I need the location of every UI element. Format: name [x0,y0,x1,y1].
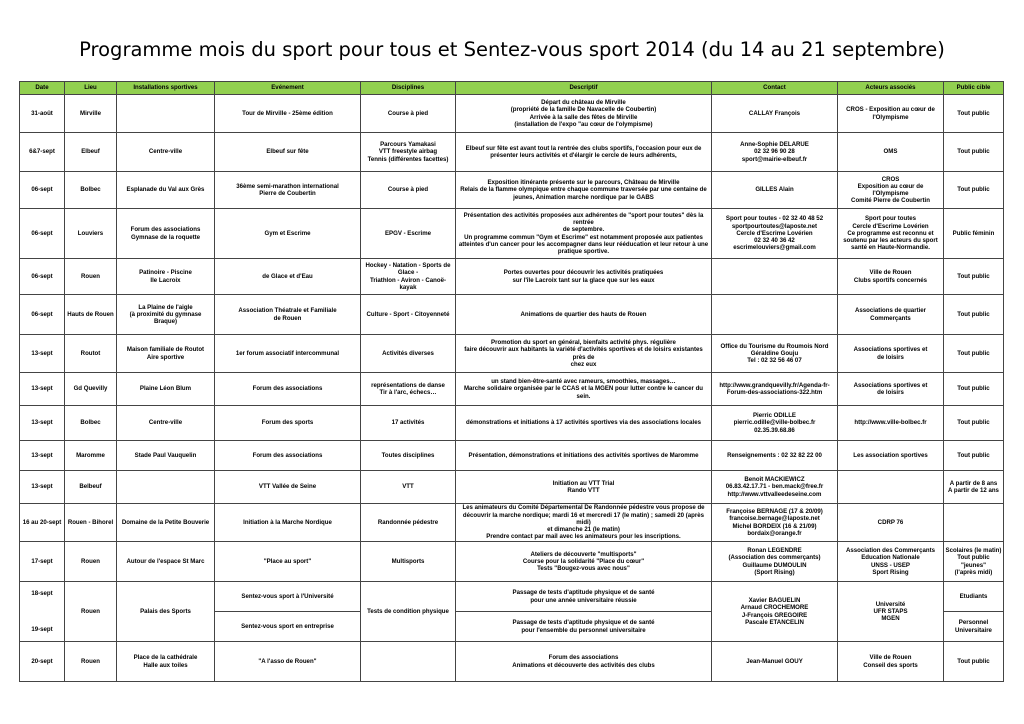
cell-lieu: Rouen - Bihorel [65,504,117,542]
cell-install: Plaine Léon Blum [117,373,215,406]
cell-date: 6&7-sept [20,133,65,172]
cell-contact: CALLAY François [712,95,838,133]
cell-event: Initiation à la Marche Nordique [215,504,361,542]
cell-disc: Randonnée pédestre [361,504,456,542]
cell-public: Tout public [944,335,1004,373]
cell-install: Esplanade du Val aux Grès [117,172,215,209]
cell-contact: GILLES Alain [712,172,838,209]
cell-date: 06-sept [20,172,65,209]
cell-disc: Toutes disciplines [361,441,456,471]
cell-disc: Parcours Yamakasi VTT freestyle airbag Tennis (différentes facettes) [361,133,456,172]
table-row [20,504,1004,542]
cell-date: 06-sept [20,295,65,335]
cell-contact: Renseignements : 02 32 82 22 00 [712,441,838,471]
cell-disc: Hockey - Natation - Sports de Glace - Triathlon - Aviron - Canoë-kayak [361,259,456,295]
cell-event: 36ème semi-marathon international Pierre de Coubertin [215,172,361,209]
cell-public: Tout public [944,406,1004,441]
cell-date: 13-sept [20,335,65,373]
cell-public-b: Personnel Universitaire [944,612,1004,642]
cell-date: 13-sept [20,406,65,441]
cell-contact: Anne-Sophie DELARUE 02 32 96 90 28 sport@mairie-elbeuf.fr [712,133,838,172]
header-disciplines: Disciplines [361,82,456,95]
cell-disc: Culture - Sport - Citoyenneté [361,295,456,335]
cell-disc: Activités diverses [361,335,456,373]
cell-acteurs [838,471,944,504]
table-row [20,95,1004,133]
table-row [20,582,1004,612]
cell-disc: Course à pied [361,95,456,133]
cell-desc: Départ du château de Mirville (propriété de la famille De Navacelle de Coubertin) Arrivée à la salle des fêtes de Mirville (installation de l'expo "au cœur de l'olympisme) [456,95,712,133]
cell-desc: Portes ouvertes pour découvrir les activités pratiquées sur l'île Lacroix tant sur la glace que sur les eaux [456,259,712,295]
cell-desc: Promotion du sport en général, bienfaits activité phys. régulière faire découvrir aux habitants la variété d'activités sportives et de loisirs existantes près de chez eux [456,335,712,373]
cell-acteurs: Associations sportives et de loisirs [838,335,944,373]
cell-install: Autour de l'espace St Marc [117,542,215,582]
cell-lieu: Maromme [65,441,117,471]
cell-install: Palais des Sports [117,582,215,642]
cell-lieu: Gd Quevilly [65,373,117,406]
cell-disc: VTT [361,471,456,504]
cell-acteurs: Ville de Rouen Clubs sportifs concernés [838,259,944,295]
cell-public: Tout public [944,259,1004,295]
cell-event: VTT Vallée de Seine [215,471,361,504]
cell-desc: un stand bien-être-santé avec rameurs, smoothies, massages… Marche solidaire organisée par le CCAS et la MGEN pour lutter contre le cancer du sein. [456,373,712,406]
cell-event-a: Sentez-vous sport à l'Université [215,582,361,612]
table-row [20,335,1004,373]
cell-contact: Office du Tourisme du Roumois Nord Géraldine Gouju Tel : 02 32 56 46 07 [712,335,838,373]
cell-public: Tout public [944,295,1004,335]
cell-lieu: Bolbec [65,172,117,209]
cell-acteurs: Associations sportives et de loisirs [838,373,944,406]
header-date: Date [20,82,65,95]
table-row [20,172,1004,209]
cell-desc: Ateliers de découverte "multisports" Course pour la solidarité "Place du cœur" Tests "Bougez-vous avec nous" [456,542,712,582]
cell-disc: Course à pied [361,172,456,209]
cell-date: 06-sept [20,209,65,259]
cell-public: Tout public [944,95,1004,133]
cell-install: Place de la cathédrale Halle aux toiles [117,642,215,682]
cell-lieu: Rouen [65,259,117,295]
cell-date-range [20,582,65,642]
table-row [20,542,1004,582]
cell-date: 13-sept [20,441,65,471]
cell-desc: Présentation, démonstrations et initiations des activités sportives de Maromme [456,441,712,471]
cell-acteurs: CDRP 76 [838,504,944,542]
cell-acteurs: OMS [838,133,944,172]
table-row [20,441,1004,471]
cell-contact: Xavier BAGUELIN Arnaud CROCHEMORE J-François GREGOIRE Pascale ETANCELIN [712,582,838,642]
table-row [20,259,1004,295]
cell-lieu: Rouen [65,642,117,682]
cell-desc-b: Passage de tests d'aptitude physique et de santé pour l'ensemble du personnel universitaire [456,612,712,642]
header-installations: Installations sportives [117,82,215,95]
header-row [20,82,1004,95]
cell-acteurs: Ville de Rouen Conseil des sports [838,642,944,682]
cell-lieu: Rouen [65,582,117,642]
cell-acteurs: Sport pour toutes Cercle d'Escrime Lovérien Ce programme est reconnu et soutenu par les acteurs du sport santé en Haute-Normandie. [838,209,944,259]
cell-public: Tout public [944,642,1004,682]
cell-install: Centre-ville [117,133,215,172]
cell-install: Maison familiale de Routot Aire sportive [117,335,215,373]
cell-event: Tour de Mirville - 25ème édition [215,95,361,133]
cell-lieu: Mirville [65,95,117,133]
cell-desc: Animations de quartier des hauts de Rouen [456,295,712,335]
cell-desc-a: Passage de tests d'aptitude physique et de santé pour une année universitaire réussie [456,582,712,612]
table-row [20,295,1004,335]
header-evenement: Evénement [215,82,361,95]
cell-contact [712,259,838,295]
table-row [20,642,1004,682]
programme-table [19,81,1004,682]
cell-acteurs: CROS - Exposition au cœur de l'Olympisme [838,95,944,133]
cell-disc: représentations de danse Tir à l'arc, échecs… [361,373,456,406]
table-row [20,471,1004,504]
cell-lieu: Routot [65,335,117,373]
cell-event: Forum des associations [215,441,361,471]
cell-contact: Benoît MACKIEWICZ 06.83.42.17.71 - ben.mack@free.fr http://www.vttvalleedeseine.com [712,471,838,504]
cell-disc: Multisports [361,542,456,582]
cell-event-b: Sentez-vous sport en entreprise [215,612,361,642]
cell-lieu: Rouen [65,542,117,582]
page-title: Programme mois du sport pour tous et Sentez-vous sport 2014 (du 14 au 21 septembre) [79,38,945,61]
cell-desc: Initiation au VTT Trial Rando VTT [456,471,712,504]
cell-public: Tout public [944,133,1004,172]
cell-desc: Exposition itinérante présente sur le parcours, Château de Mirville Relais de la flamme olympique entre chaque commune traversée par une centaine de jeunes, Animation marche nordique par le GABS [456,172,712,209]
cell-public: Public féminin [944,209,1004,259]
cell-public-a: Etudiants [944,582,1004,612]
cell-install: Domaine de la Petite Bouverie [117,504,215,542]
table-row [20,373,1004,406]
cell-event: Elbeuf sur fête [215,133,361,172]
cell-event: Association Théatrale et Familiale de Rouen [215,295,361,335]
cell-acteurs: Les association sportives [838,441,944,471]
cell-public [944,504,1004,542]
cell-install: Forum des associations Gymnase de la roquette [117,209,215,259]
cell-lieu: Louviers [65,209,117,259]
cell-desc: Elbeuf sur fête est avant tout la rentrée des clubs sportifs, l'occasion pour eux de présenter leurs activités et d'élargir le cercle de leurs adhérents, [456,133,712,172]
cell-disc: 17 activités [361,406,456,441]
cell-public: Tout public [944,373,1004,406]
cell-desc: démonstrations et initiations à 17 activités sportives via des associations locales [456,406,712,441]
cell-date: 13-sept [20,471,65,504]
cell-contact: Jean-Manuel GOUY [712,642,838,682]
cell-public: Tout public [944,441,1004,471]
cell-lieu: Belbeuf [65,471,117,504]
cell-acteurs: Association des Commerçants Education Nationale UNSS - USEP Sport Rising [838,542,944,582]
cell-disc: EPGV - Escrime [361,209,456,259]
header-contact: Contact [712,82,838,95]
cell-public: A partir de 8 ans A partir de 12 ans [944,471,1004,504]
table-row [20,406,1004,441]
cell-desc: Présentation des activités proposées aux adhérentes de "sport pour toutes" dès la rentrée de septembre. Un programme commun "Gym et Escrime" est notamment proposée aux patientes atteintes d'un cancer pour les accompagner dans leur rééducation et leur retour à une pratique sportive. [456,209,712,259]
cell-lieu: Hauts de Rouen [65,295,117,335]
cell-contact: http://www.grandquevilly.fr/Agenda-fr- Forum-des-associations-322.htm [712,373,838,406]
cell-date: 16 au 20-sept [20,504,65,542]
header-public: Public cible [944,82,1004,95]
cell-date: 13-sept [20,373,65,406]
cell-lieu: Bolbec [65,406,117,441]
cell-disc: Tests de condition physique [361,582,456,642]
cell-event: Forum des associations [215,373,361,406]
cell-event: "A l'asso de Rouen" [215,642,361,682]
cell-desc: Les animateurs du Comité Départemental De Randonnée pédestre vous propose de découvrir la marche nordique; mardi 16 et mercredi 17 (le matin) ; samedi 20 (après midi) et dimanche 21 (le matin) Prendre contact par mail avec les animateurs pour les inscriptions. [456,504,712,542]
cell-date-a: 18-sept [31,590,53,598]
cell-public: Scolaires (le matin) Tout public "jeunes" (l'après midi) [944,542,1004,582]
header-lieu: Lieu [65,82,117,95]
cell-event: 1er forum associatif intercommunal [215,335,361,373]
cell-desc: Forum des associations Animations et découverte des activités des clubs [456,642,712,682]
cell-event: de Glace et d'Eau [215,259,361,295]
cell-date: 06-sept [20,259,65,295]
cell-event: Gym et Escrime [215,209,361,259]
cell-date-b: 19-sept [31,625,53,633]
cell-lieu: Elbeuf [65,133,117,172]
cell-acteurs: Université UFR STAPS MGEN [838,582,944,642]
cell-install: La Plaine de l'aigle (à proximité du gymnase Braque) [117,295,215,335]
cell-contact: Sport pour toutes - 02 32 40 48 52 sportpourtoutes@laposte.net Cercle d'Escrime Lovérien 02 32 40 36 42 escrimelouviers@gmail.com [712,209,838,259]
cell-event: "Place au sport" [215,542,361,582]
cell-disc [361,642,456,682]
cell-contact [712,295,838,335]
cell-date: 20-sept [20,642,65,682]
cell-event: Forum des sports [215,406,361,441]
cell-install [117,95,215,133]
cell-install: Patinoire - Piscine Ile Lacroix [117,259,215,295]
cell-acteurs: Associations de quartier Commerçants [838,295,944,335]
cell-contact: Ronan LEGENDRE (Association des commerçants) Guillaume DUMOULIN (Sport Rising) [712,542,838,582]
table-row [20,133,1004,172]
cell-acteurs: CROS Exposition au cœur de l'Olympisme Comité Pierre de Coubertin [838,172,944,209]
cell-date: 17-sept [20,542,65,582]
cell-contact: Pierric ODILLE pierric.odille@ville-bolbec.fr 02.35.39.68.86 [712,406,838,441]
cell-install: Stade Paul Vauquelin [117,441,215,471]
header-acteurs: Acteurs associés [838,82,944,95]
date-spacer [21,605,63,619]
table-row [20,209,1004,259]
cell-date: 31-août [20,95,65,133]
header-descriptif: Descriptif [456,82,712,95]
cell-acteurs: http://www.ville-bolbec.fr [838,406,944,441]
cell-contact: Françoise BERNAGE (17 & 20/09) francoise.bernage@laposte.net Michel BORDEIX (16 & 21/09) bordaix@orange.fr [712,504,838,542]
cell-install [117,471,215,504]
cell-install: Centre-ville [117,406,215,441]
cell-public: Tout public [944,172,1004,209]
